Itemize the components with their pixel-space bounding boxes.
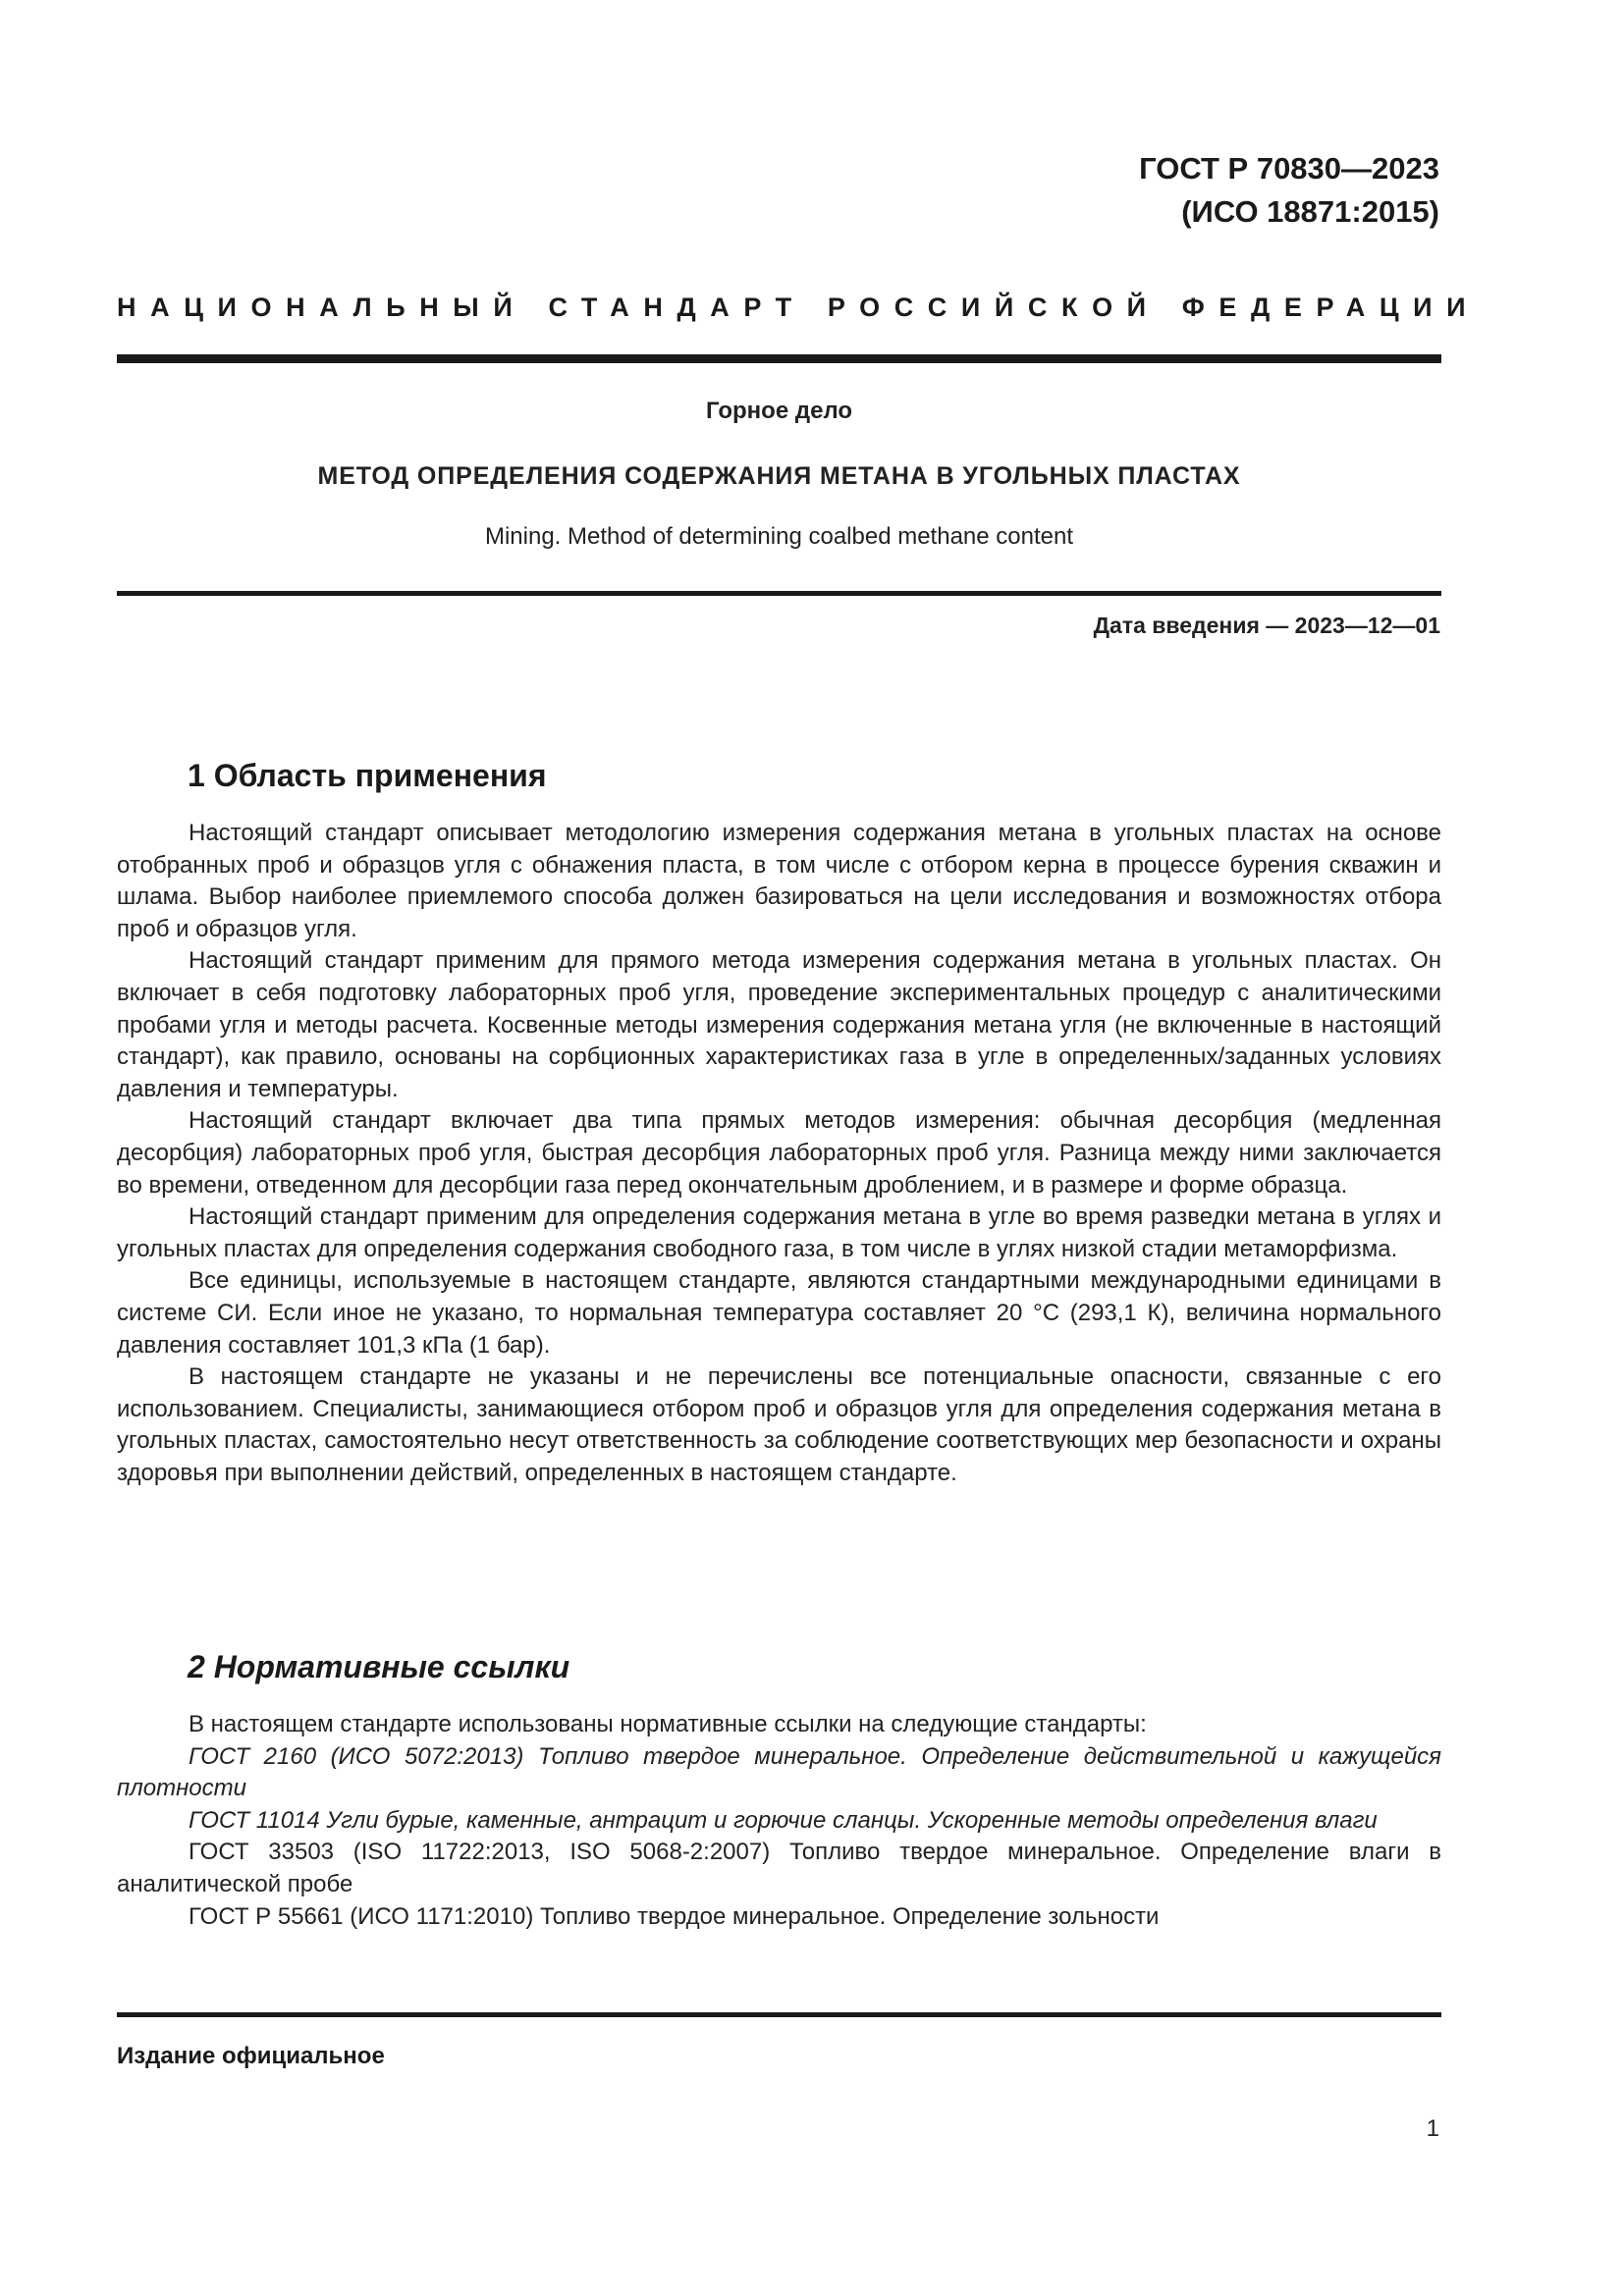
paragraph: Настоящий стандарт включает два типа прямых методов измерения: обычная десорбция (медленная десорбция) лабораторных проб угля, быстрая десорбция лабораторных проб угля. Разница между ними заключается во времени, отведенном для десорбции газа перед окончательным дроблением, и в размере и форме образца. xyxy=(117,1107,1441,1199)
reference-item: ГОСТ 33503 (ISO 11722:2013, ISO 5068-2:2007) Топливо твердое минеральное. Определение влаги в аналитической пробе xyxy=(117,1839,1441,1897)
section-body-scope xyxy=(117,818,1441,1489)
reference-item: ГОСТ 2160 (ИСО 5072:2013) Топливо твердое минеральное. Определение действительной и кажущейся плотности xyxy=(117,1742,1441,1802)
footer-divider xyxy=(117,2012,1441,2017)
header-divider xyxy=(117,354,1441,363)
subject-field: Горное дело xyxy=(705,398,853,424)
standard-code-block xyxy=(1139,147,1439,234)
introduction-date: Дата введения — 2023—12—01 xyxy=(1093,613,1440,638)
paragraph: Настоящий стандарт применим для определения содержания метана в угле во время разведки метана в углях и угольных пластах для определения содержания свободного газа, в том числе в углях низкой стадии метаморфизма. xyxy=(117,1203,1441,1262)
paragraph: В настоящем стандарте использованы нормативные ссылки на следующие стандарты: xyxy=(189,1711,1147,1737)
reference-item: ГОСТ Р 55661 (ИСО 1171:2010) Топливо твердое минеральное. Определение зольности xyxy=(189,1902,1160,1930)
reference-item: ГОСТ 11014 Угли бурые, каменные, антрацит и горючие сланцы. Ускоренные методы определения влаги xyxy=(189,1806,1378,1834)
standard-number: ГОСТ Р 70830—2023 xyxy=(1139,151,1439,186)
official-edition-label: Издание официальное xyxy=(117,2043,385,2069)
national-standard-heading: НАЦИОНАЛЬНЫЙ СТАНДАРТ РОССИЙСКОЙ ФЕДЕРАЦИИ xyxy=(117,293,1481,322)
paragraph: Настоящий стандарт применим для прямого метода измерения содержания метана в угольных пластах. Он включает в себя подготовку лабораторных проб угля, проведение экспериментальных процедур с аналитическими пробами угля и методы расчета. Косвенные методы измерения содержания метана угля (не включенные в настоящий стандарт), как правило, основаны на сорбционных характеристиках газа в угле в определенных/заданных условиях давления и температуры. xyxy=(117,947,1441,1102)
paragraph: Настоящий стандарт описывает методологию измерения содержания метана в угольных пластах на основе отобранных проб и образцов угля с обнажения пласта, в том числе с отбором керна в процессе бурения скважин и шлама. Выбор наиболее приемлемого способа должен базироваться на цели исследования и возможностях отбора проб и образцов угля. xyxy=(117,820,1441,942)
iso-equivalent: (ИСО 18871:2015) xyxy=(1181,194,1439,229)
paragraph: В настоящем стандарте не указаны и не перечислены все потенциальные опасности, связанные с его использованием. Специалисты, занимающиеся отбором проб и образцов угля для определения содержания метана в угольных пластах, самостоятельно несут ответственность за соблюдение соответствующих мер безопасности и охраны здоровья при выполнении действий, определенных в настоящем стандарте. xyxy=(117,1363,1441,1486)
title-divider xyxy=(117,591,1441,596)
page-number: 1 xyxy=(1426,2115,1439,2142)
section-body-normative-references xyxy=(117,1709,1441,1933)
document-title-ru: МЕТОД ОПРЕДЕЛЕНИЯ СОДЕРЖАНИЯ МЕТАНА В УГОЛЬНЫХ ПЛАСТАХ xyxy=(317,462,1241,490)
section-heading-scope: 1 Область применения xyxy=(188,758,547,793)
paragraph: Все единицы, используемые в настоящем стандарте, являются стандартными международными единицами в системе СИ. Если иное не указано, то нормальная температура составляет 20 °С (293,1 К), величина нормального давления составляет 101,3 кПа (1 бар). xyxy=(117,1267,1441,1359)
section-heading-normative-references: 2 Нормативные ссылки xyxy=(188,1649,570,1684)
document-title-en: Mining. Method of determining coalbed methane content xyxy=(484,523,1074,550)
